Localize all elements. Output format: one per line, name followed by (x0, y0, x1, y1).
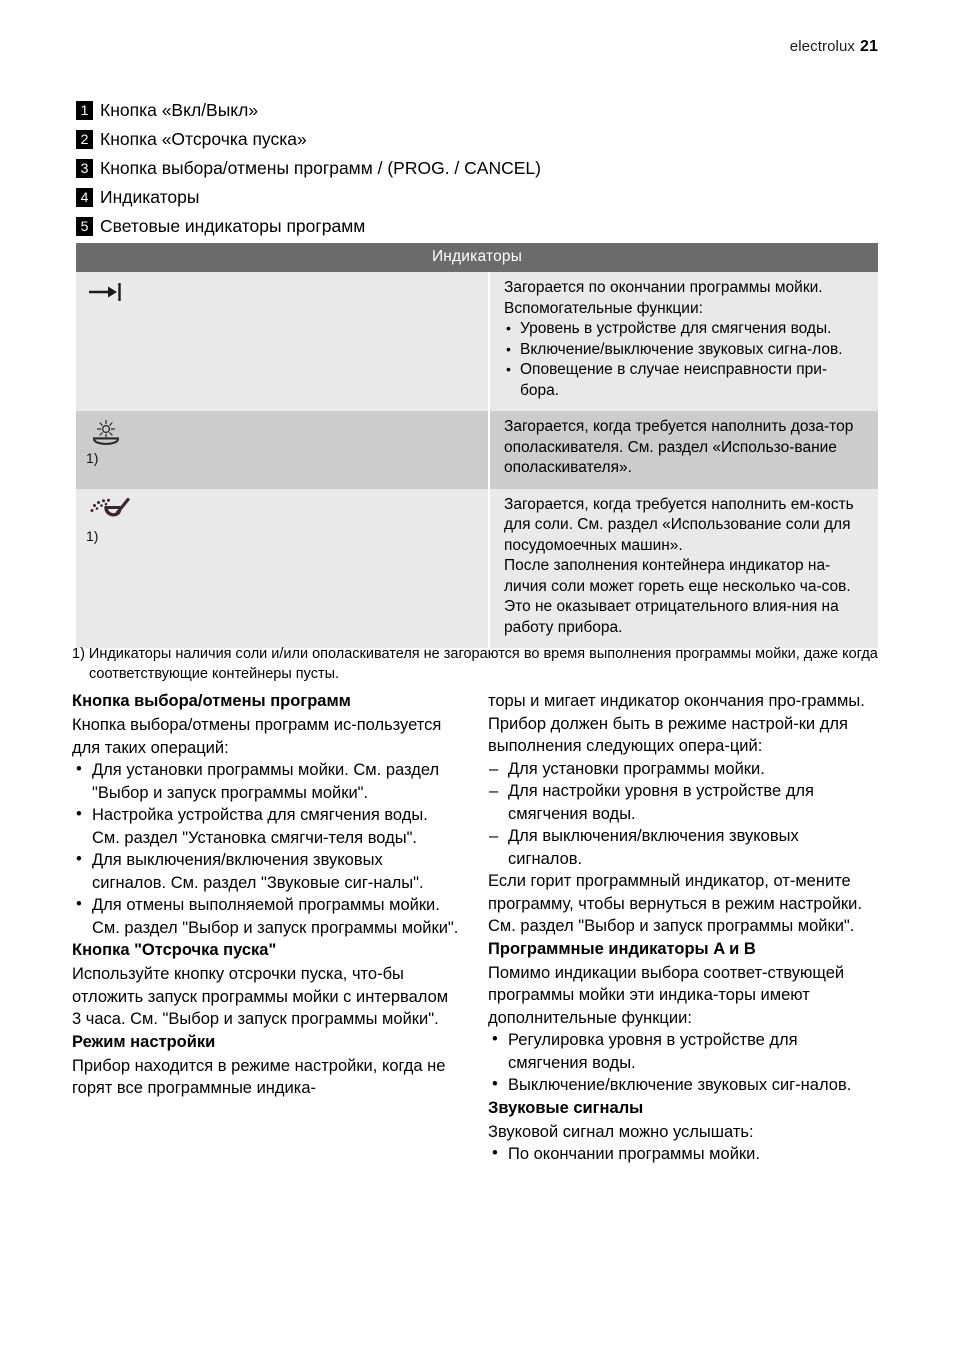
program-indicators-bullet-list (488, 1029, 876, 1097)
footnote-marker: 1) (86, 527, 99, 544)
indicators-table (76, 243, 878, 648)
table-row (76, 489, 878, 649)
indicator-description-cell (489, 411, 878, 489)
section-intro: Кнопка выбора/отмены программ ис-пользуется для таких операций: (72, 716, 442, 757)
list-item: • Регулировка уровня в устройстве для смягчения воды. (488, 1029, 876, 1074)
indicator-icon-cell (76, 411, 489, 489)
setting-mode-continuation: торы и мигает индикатор окончания про-граммы. (488, 692, 865, 710)
list-item: • Для выключения/включения звуковых сигналов. См. раздел "Звуковые сиг-налы". (72, 849, 460, 894)
right-column (488, 690, 876, 1166)
table-row (76, 411, 878, 489)
legend-number-badge: 4 (76, 188, 93, 207)
list-item: • Настройка устройства для смягчения воды. См. раздел "Установка смягчи-теля воды". (72, 804, 460, 849)
salt-icon-glyph (86, 496, 138, 526)
list-item (76, 127, 896, 153)
desc-line: После заполнения контейнера индикатор на-личия соли может гореть еще несколько ча-сов. Это не оказывает отрицательного влия-ния на работу прибора. (504, 557, 851, 636)
desc-line: Загорается по окончании программы мойки. (504, 279, 823, 296)
setting-mode-dash-list (488, 758, 876, 871)
desc-line: Вспомогательные функции: (504, 299, 703, 317)
list-item (76, 185, 896, 211)
program-indicators-intro: Помимо индикации выбора соответ-ствующей программы мойки эти индика-торы имеют дополнительные функции: (488, 963, 845, 1027)
salt-icon (86, 496, 488, 526)
page-number: 21 (860, 38, 878, 55)
section-heading-setting-mode: Режим настройки (72, 1032, 216, 1051)
brand-name: electrolux (789, 38, 855, 55)
delay-start-body: Используйте кнопку отсрочки пуска, что-бы отложить запуск программы мойки с интервалом 3 часа. См. "Выбор и запуск программы мойки". (72, 965, 449, 1028)
running-head (790, 38, 878, 56)
end-of-program-icon-glyph (86, 279, 126, 305)
list-item: • Для отмены выполняемой программы мойки. См. раздел "Выбор и запуск программы мойки". (72, 894, 460, 939)
section-heading-program-indicators: Программные индикаторы A и B (488, 939, 756, 958)
footnote-marker: 1) (86, 450, 99, 466)
table-header-label: Индикаторы (76, 243, 878, 272)
list-item (76, 156, 896, 182)
list-item: • Для установки программы мойки. См. раздел "Выбор и запуск программы мойки". (72, 759, 460, 804)
left-column (72, 690, 460, 1100)
list-item: • По окончании программы мойки. (488, 1143, 876, 1166)
section-heading-delay-start: Кнопка "Отсрочка пуска" (72, 941, 277, 959)
rinse-aid-icon (86, 418, 488, 448)
body-columns (72, 690, 884, 1310)
list-item: • Оповещение в случае неисправности при-бора. (504, 360, 864, 401)
program-button-bullet-list (72, 759, 460, 939)
control-panel-legend (76, 98, 896, 243)
legend-item-label: Индикаторы (100, 187, 200, 207)
end-of-program-icon (86, 279, 488, 309)
table-header-row (76, 243, 878, 272)
legend-number-badge: 3 (76, 159, 93, 178)
list-item: – Для настройки уровня в устройстве для смягчения воды. (488, 780, 876, 825)
setting-mode-operations-intro: Прибор должен быть в режиме настрой-ки для выполнения следующих опера-ций: (488, 714, 848, 755)
section-heading-program-button: Кнопка выбора/отмены программ (72, 692, 351, 710)
legend-number-badge: 2 (76, 130, 93, 149)
list-item: • Уровень в устройстве для смягчения воды. (504, 319, 864, 340)
list-item: – Для установки программы мойки. (488, 758, 876, 781)
rinse-aid-icon-glyph (86, 418, 130, 448)
legend-item-label: Кнопка «Вкл/Выкл» (100, 100, 259, 120)
setting-mode-body: Прибор находится в режиме настройки, когда не горят все программные индика- (72, 1056, 446, 1097)
indicator-icon-cell (76, 272, 489, 411)
list-item (76, 98, 896, 124)
table-row (76, 272, 878, 411)
footnote-text: 1) Индикаторы наличия соли и/или ополаскивателя не загораются во время выполнения программы мойки, даже когда соответствующие контейнеры пусты. (72, 646, 878, 682)
desc-bullet-list (504, 319, 864, 401)
setting-mode-cancel-note: Если горит программный индикатор, от-мените программу, чтобы вернуться в режим настройки. См. раздел "Выбор и запуск программы мойки". (488, 872, 862, 935)
desc-line: Загорается, когда требуется наполнить доза-тор ополаскивателя. См. раздел «Использо-вание ополаскивателя». (504, 418, 854, 476)
legend-item-label: Кнопка «Отсрочка пуска» (100, 129, 307, 149)
list-item: • Выключение/включение звуковых сиг-налов. (488, 1074, 876, 1097)
section-heading-acoustic-signals: Звуковые сигналы (488, 1098, 644, 1117)
indicator-description-cell (489, 489, 878, 649)
indicator-icon-cell (76, 489, 489, 649)
legend-item-label: Световые индикаторы программ (100, 216, 366, 236)
acoustic-signals-bullet-list (488, 1143, 876, 1166)
legend-item-label: Кнопка выбора/отмены программ / (PROG. / CANCEL) (100, 158, 541, 178)
table-footnote (72, 645, 882, 684)
legend-number-badge: 5 (76, 217, 93, 236)
acoustic-signals-intro: Звуковой сигнал можно услышать: (488, 1122, 754, 1141)
legend-number-badge: 1 (76, 101, 93, 120)
desc-line: Загорается, когда требуется наполнить ем-кость для соли. См. раздел «Использование соли для посудомоечных машин». (504, 495, 854, 554)
list-item: – Для выключения/включения звуковых сигналов. (488, 825, 876, 870)
indicator-description-cell (489, 272, 878, 411)
list-item (76, 214, 896, 240)
list-item: • Включение/выключение звуковых сигна-лов. (504, 340, 864, 361)
